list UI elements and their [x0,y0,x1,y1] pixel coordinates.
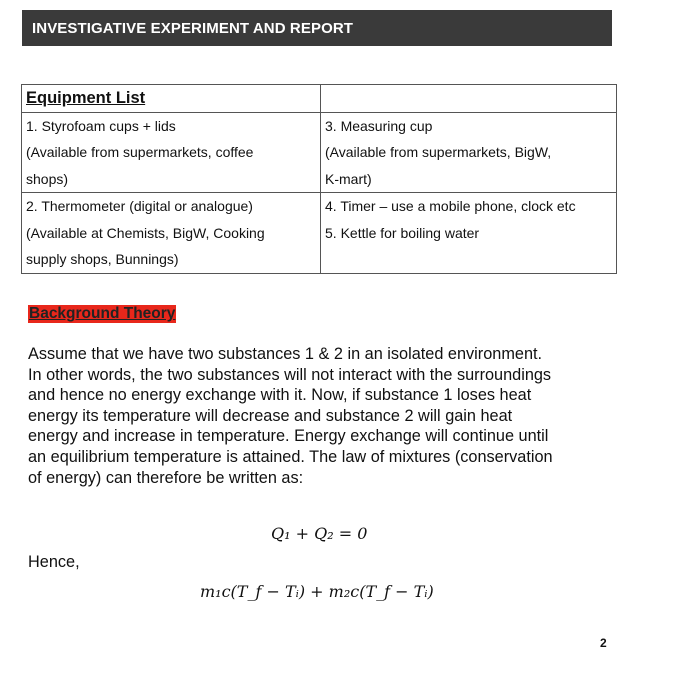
paragraph-line: energy and increase in temperature. Energy exchange will continue until [28,427,549,446]
equipment-table [21,84,617,274]
table-cell [22,193,321,274]
equipment-line: supply shops, Bunnings) [26,251,179,267]
table-cell [22,112,321,193]
paragraph-line: and hence no energy exchange with it. Now, if substance 1 loses heat [28,386,532,405]
equipment-line: shops) [26,170,69,187]
equation-law-of-mixtures: m₁c(T_f − Tᵢ) + m₂c(T_f − Tᵢ) [200,582,434,601]
paragraph-line: In other words, the two substances will not interact with the surroundings [28,365,552,384]
equipment-list-title: Equipment List [26,89,146,107]
equation-energy-conservation: Q₁ + Q₂ = 0 [271,524,368,543]
equipment-line: (Available from supermarkets, coffee [26,144,254,160]
section-title: INVESTIGATIVE EXPERIMENT AND REPORT [32,19,354,37]
background-theory-heading: Background Theory [29,305,176,322]
equipment-line: (Available at Chemists, BigW, Cooking [26,224,265,241]
equipment-line: 3. Measuring cup [325,117,433,134]
page-number: 2 [600,636,607,650]
table-cell [321,193,617,274]
section-header [22,10,612,46]
table-cell [321,112,617,193]
hence-label: Hence, [28,553,80,571]
equipment-line: 2. Thermometer (digital or analogue) [26,198,253,214]
equipment-line: 5. Kettle for boiling water [325,224,480,241]
equipment-line: 4. Timer – use a mobile phone, clock etc [325,198,576,214]
paragraph-line: Assume that we have two substances 1 & 2 in an isolated environment. [28,345,543,363]
paragraph-line: of energy) can therefore be written as: [28,468,304,487]
empty-header-cell [321,85,617,113]
background-paragraph [28,344,628,488]
equipment-title-cell [22,85,321,113]
equipment-line: 1. Styrofoam cups + lids [26,117,176,134]
paragraph-line: an equilibrium temperature is attained. The law of mixtures (conservation [28,447,553,466]
equipment-line: (Available from supermarkets, BigW, [325,144,552,160]
equipment-line: K-mart) [325,170,372,187]
paragraph-line: energy its temperature will decrease and substance 2 will gain heat [28,406,513,425]
table-row [22,85,617,113]
table-row [22,112,617,193]
table-row [22,193,617,274]
